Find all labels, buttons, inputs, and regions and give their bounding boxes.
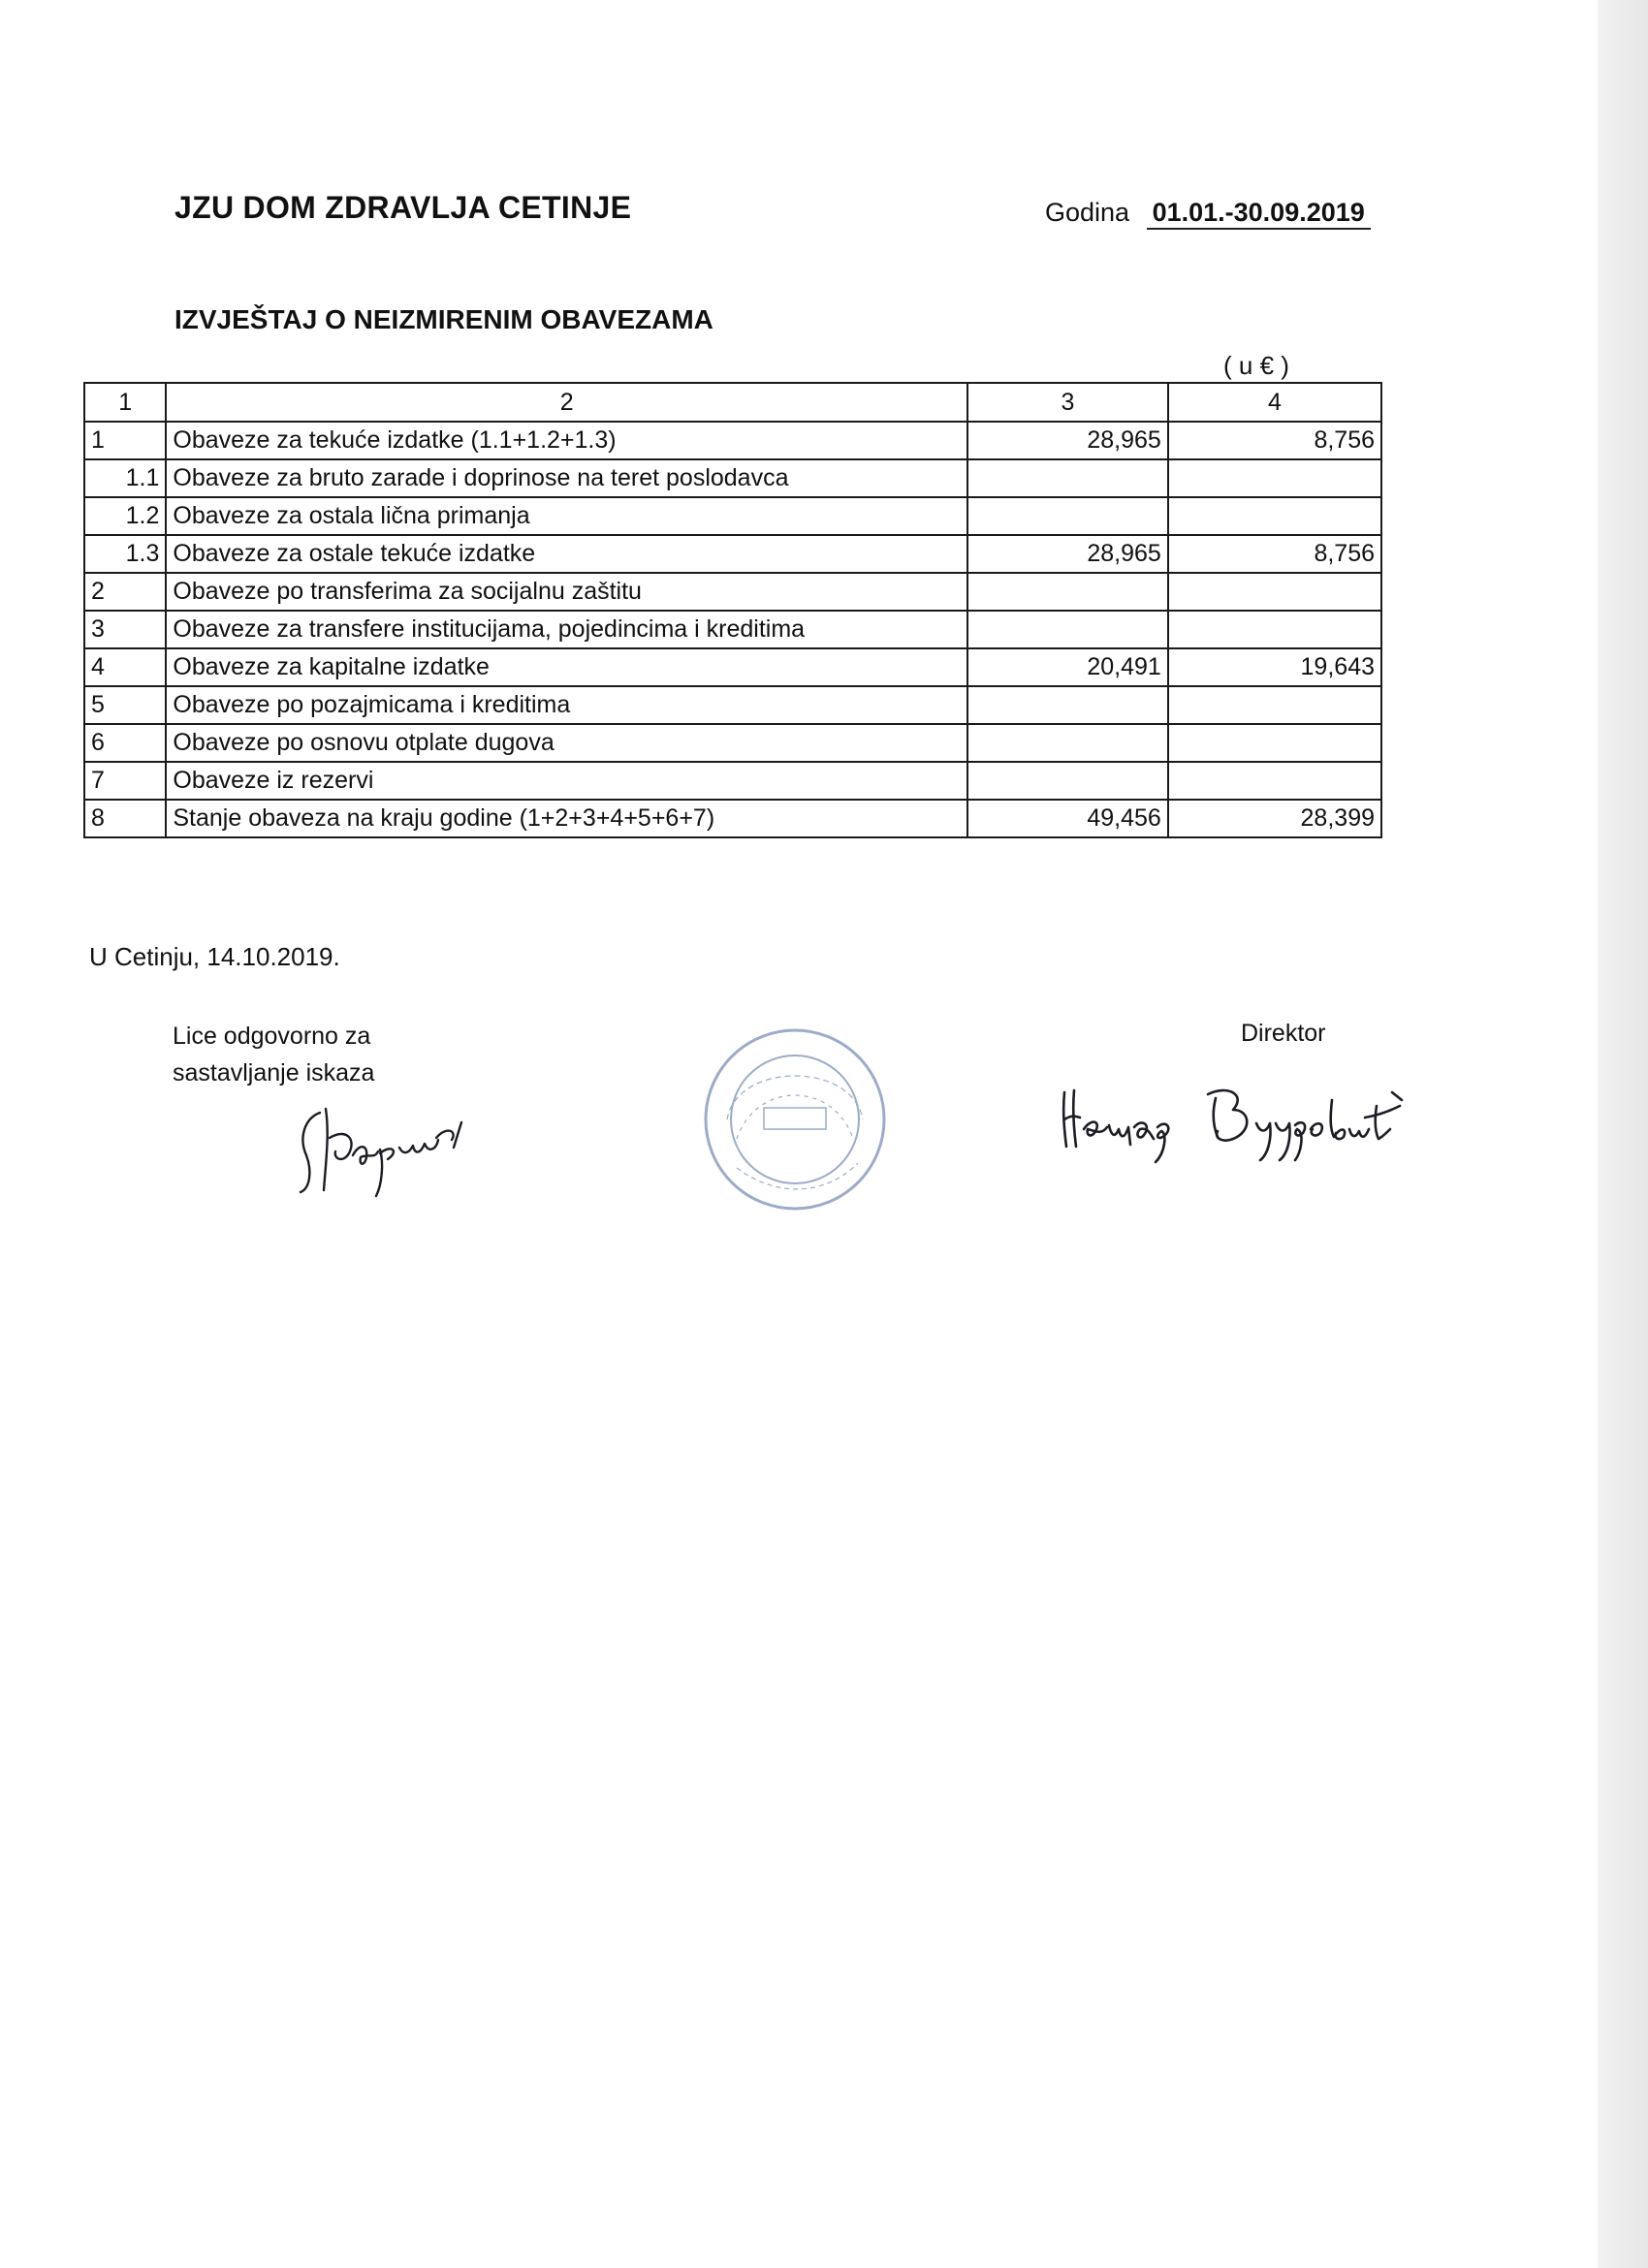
table-row bbox=[84, 573, 1381, 611]
row-value-col4 bbox=[1168, 497, 1381, 535]
row-number: 8 bbox=[84, 800, 166, 837]
row-number: 1.3 bbox=[84, 535, 166, 573]
director-label: Direktor bbox=[1241, 1020, 1326, 1047]
period-value: 01.01.-30.09.2019 bbox=[1147, 198, 1371, 230]
table-row-total bbox=[84, 800, 1381, 837]
row-description: Obaveze za tekuće izdatke (1.1+1.2+1.3) bbox=[166, 422, 967, 459]
row-description: Obaveze za transfere institucijama, pojedincima i kreditima bbox=[166, 611, 967, 648]
row-number: 2 bbox=[84, 573, 166, 611]
row-description: Obaveze za ostale tekuće izdatke bbox=[166, 535, 967, 573]
row-number: 5 bbox=[84, 686, 166, 724]
responsible-line-1: Lice odgovorno za bbox=[173, 1023, 371, 1050]
row-description: Obaveze po osnovu otplate dugova bbox=[166, 724, 967, 762]
director-signature-image bbox=[1053, 1071, 1421, 1168]
table-header-row bbox=[84, 383, 1381, 422]
row-description: Obaveze po transferima za socijalnu zaštitu bbox=[166, 573, 967, 611]
table-row bbox=[84, 648, 1381, 686]
row-value-col4 bbox=[1168, 573, 1381, 611]
row-value-col4 bbox=[1168, 762, 1381, 800]
row-description: Stanje obaveza na kraju godine (1+2+3+4+5+6+7) bbox=[166, 800, 967, 837]
page-edge-shadow bbox=[1598, 0, 1648, 2268]
row-value-col4: 19,643 bbox=[1168, 648, 1381, 686]
row-value-col4 bbox=[1168, 459, 1381, 497]
row-value-col3: 49,456 bbox=[967, 800, 1168, 837]
row-value-col4: 8,756 bbox=[1168, 535, 1381, 573]
row-number: 6 bbox=[84, 724, 166, 762]
row-description: Obaveze po pozajmicama i kreditima bbox=[166, 686, 967, 724]
row-value-col4: 8,756 bbox=[1168, 422, 1381, 459]
period-field bbox=[1045, 198, 1371, 228]
row-value-col4 bbox=[1168, 611, 1381, 648]
currency-note: ( u € ) bbox=[1223, 351, 1289, 380]
table-row bbox=[84, 724, 1381, 762]
row-value-col3: 28,965 bbox=[967, 422, 1168, 459]
row-value-col3 bbox=[967, 762, 1168, 800]
organization-title: JZU DOM ZDRAVLJA CETINJE bbox=[174, 190, 632, 225]
row-number: 1 bbox=[84, 422, 166, 459]
column-header-3: 3 bbox=[967, 383, 1168, 422]
table-row bbox=[84, 459, 1381, 497]
row-description: Obaveze za bruto zarade i doprinose na teret poslodavca bbox=[166, 459, 967, 497]
period-label: Godina bbox=[1045, 198, 1130, 227]
place-date: U Cetinju, 14.10.2019. bbox=[89, 942, 340, 971]
table-row bbox=[84, 762, 1381, 800]
row-description: Obaveze za ostala lična primanja bbox=[166, 497, 967, 535]
responsible-signature-image bbox=[291, 1095, 485, 1202]
row-value-col3 bbox=[967, 573, 1168, 611]
row-value-col4 bbox=[1168, 686, 1381, 724]
column-header-4: 4 bbox=[1168, 383, 1381, 422]
report-title: IZVJEŠTAJ O NEIZMIRENIM OBAVEZAMA bbox=[174, 304, 713, 334]
table-row bbox=[84, 611, 1381, 648]
obligations-table bbox=[83, 382, 1382, 838]
table-row bbox=[84, 422, 1381, 459]
column-header-1: 1 bbox=[84, 383, 166, 422]
row-number: 4 bbox=[84, 648, 166, 686]
row-value-col3 bbox=[967, 459, 1168, 497]
row-value-col4: 28,399 bbox=[1168, 800, 1381, 837]
row-value-col3 bbox=[967, 686, 1168, 724]
table-row bbox=[84, 686, 1381, 724]
row-value-col3 bbox=[967, 611, 1168, 648]
row-value-col3: 28,965 bbox=[967, 535, 1168, 573]
row-number: 1.2 bbox=[84, 497, 166, 535]
table-row bbox=[84, 535, 1381, 573]
column-header-2: 2 bbox=[166, 383, 967, 422]
responsible-person-label bbox=[173, 1018, 374, 1091]
row-number: 7 bbox=[84, 762, 166, 800]
row-number: 3 bbox=[84, 611, 166, 648]
row-value-col3: 20,491 bbox=[967, 648, 1168, 686]
row-number: 1.1 bbox=[84, 459, 166, 497]
row-value-col4 bbox=[1168, 724, 1381, 762]
row-value-col3 bbox=[967, 724, 1168, 762]
responsible-line-2: sastavljanje iskaza bbox=[173, 1059, 375, 1087]
row-description: Obaveze za kapitalne izdatke bbox=[166, 648, 967, 686]
row-value-col3 bbox=[967, 497, 1168, 535]
official-stamp-image bbox=[698, 1023, 892, 1216]
row-description: Obaveze iz rezervi bbox=[166, 762, 967, 800]
table-row bbox=[84, 497, 1381, 535]
